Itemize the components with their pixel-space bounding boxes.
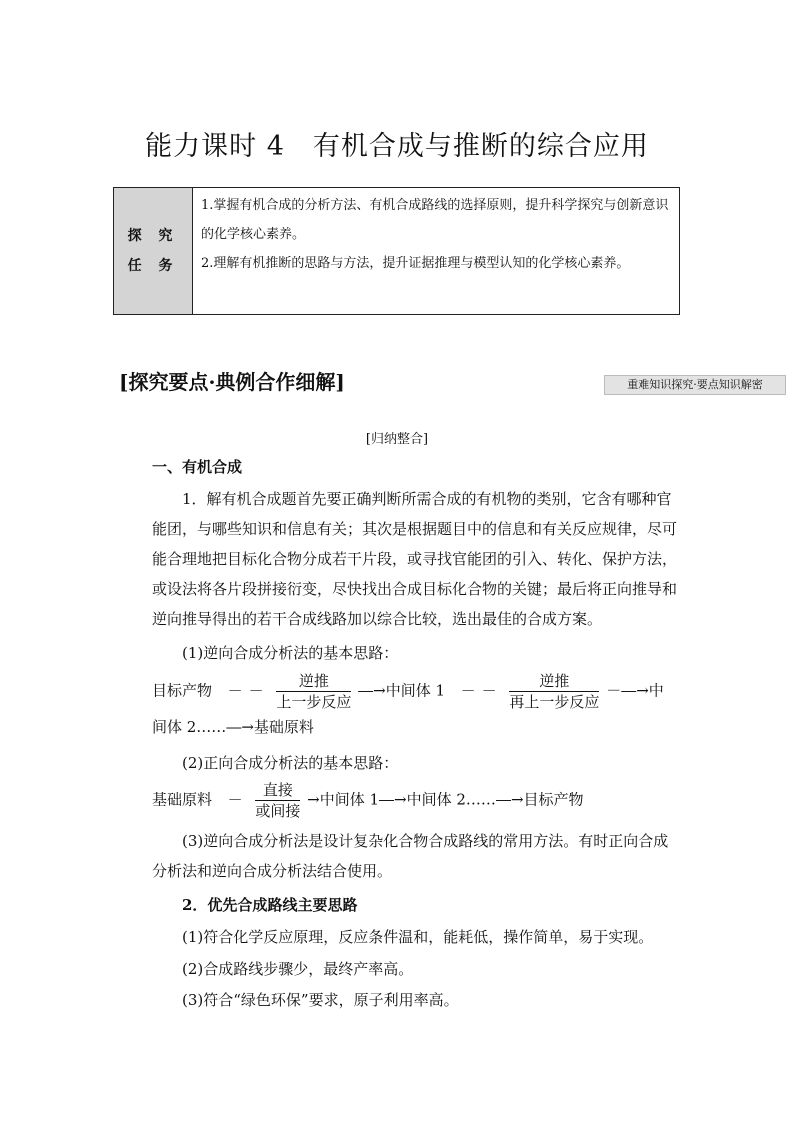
flow-retro-end: 基础原料 <box>253 718 314 736</box>
arrow-icon: ―→ <box>379 790 407 809</box>
paragraph-2-3: (3)符合“绿色环保”要求，原子利用率高。 <box>182 991 459 1009</box>
arrow-forward-top: 直接 <box>255 780 300 801</box>
paragraph-1-3: (3)逆向合成分析法是设计复杂化合物合成路线的常用方法。有时正向合成分析法和逆向合成分析法结合使用。 <box>152 832 669 880</box>
flow-retro-start: 目标产物 <box>152 681 213 700</box>
page-title: 能力课时 4 有机合成与推断的综合应用 <box>145 131 649 162</box>
flow-retro-mid1: 中间体 1 <box>385 681 446 700</box>
arrow-retro-1-top: 逆推 <box>276 671 351 692</box>
arrow-icon: ―→ <box>358 681 386 700</box>
paragraph-1-1: (1)逆向合成分析法的基本思路： <box>182 644 399 662</box>
flow-retro-line2 <box>152 716 314 737</box>
arrow-retro-2-bottom: 再上一步反应 <box>509 693 600 711</box>
arrow-icon: → <box>307 790 320 809</box>
arrow-retro-2-top: 逆推 <box>509 671 599 692</box>
task-label <box>114 188 193 314</box>
flow-retro-mid2: 间体 2…… <box>152 718 227 736</box>
flow-retro-end-part: 中 <box>648 681 664 700</box>
paragraph-1-2: (2)正向合成分析法的基本思路： <box>182 754 399 772</box>
paragraph-1: 1．解有机合成题首先要正确判断所需合成的有机物的类别，它含有哪种官能团，与哪些知识和信息有关；其次是根据题目中的信息和有关反应规律，尽可能合理地把目标化合物分成若干片段，或寻找官能团的引入、转化、保护方法，或设法将各片段拼接衍变，尽快找出合成目标化合物的关键；最后将正向推导和逆向推导得出的若干合成线路加以综合比较，选出最佳的合成方案。 <box>152 490 678 628</box>
arrow-forward-bottom: 或间接 <box>255 802 301 820</box>
flow-forward <box>152 780 584 821</box>
arrow-icon: ―→ <box>495 790 524 809</box>
dash: －－ <box>216 681 270 700</box>
flow-retro <box>152 671 678 712</box>
dash: －－ <box>449 681 503 700</box>
arrow-retro-1 <box>276 671 351 712</box>
heading-route-principles: 2．优先合成路线主要思路 <box>182 896 358 914</box>
arrow-retro-2 <box>509 671 599 712</box>
task-item-1: 1.掌握有机合成的分析方法、有机合成路线的选择原则，提升科学探究与创新意识的化学核心素养。 <box>201 198 669 242</box>
task-item-2: 2.理解有机推断的思路与方法，提升证据推理与模型认知的化学核心素养。 <box>201 256 630 271</box>
arrow-icon: －―→ <box>606 681 649 700</box>
paragraph-2-2: (2)合成路线步骤少，最终产率高。 <box>182 960 414 978</box>
section-tag: 重难知识探究·要点知识解密 <box>604 375 786 395</box>
flow-forward-mid2: 中间体 2…… <box>406 790 496 809</box>
task-box <box>113 187 680 315</box>
task-label-line2: 任 务 <box>127 258 179 274</box>
task-label-line1: 探 究 <box>127 228 179 244</box>
arrow-retro-1-bottom: 上一步反应 <box>276 693 352 711</box>
task-content <box>193 188 679 314</box>
heading-organic-synthesis: 一、有机合成 <box>152 458 243 476</box>
flow-forward-mid1: 中间体 1 <box>319 790 380 809</box>
arrow-icon: ―→ <box>226 718 254 736</box>
arrow-forward <box>255 780 300 821</box>
dash: － <box>216 790 249 809</box>
section-heading: [探究要点·典例合作细解] <box>119 370 345 394</box>
flow-forward-end: 目标产物 <box>523 790 584 809</box>
flow-forward-start: 基础原料 <box>152 790 213 809</box>
paragraph-2-1: (1)符合化学反应原理，反应条件温和，能耗低，操作简单，易于实现。 <box>182 928 654 946</box>
summary-tag: [归纳整合] <box>365 432 429 447</box>
